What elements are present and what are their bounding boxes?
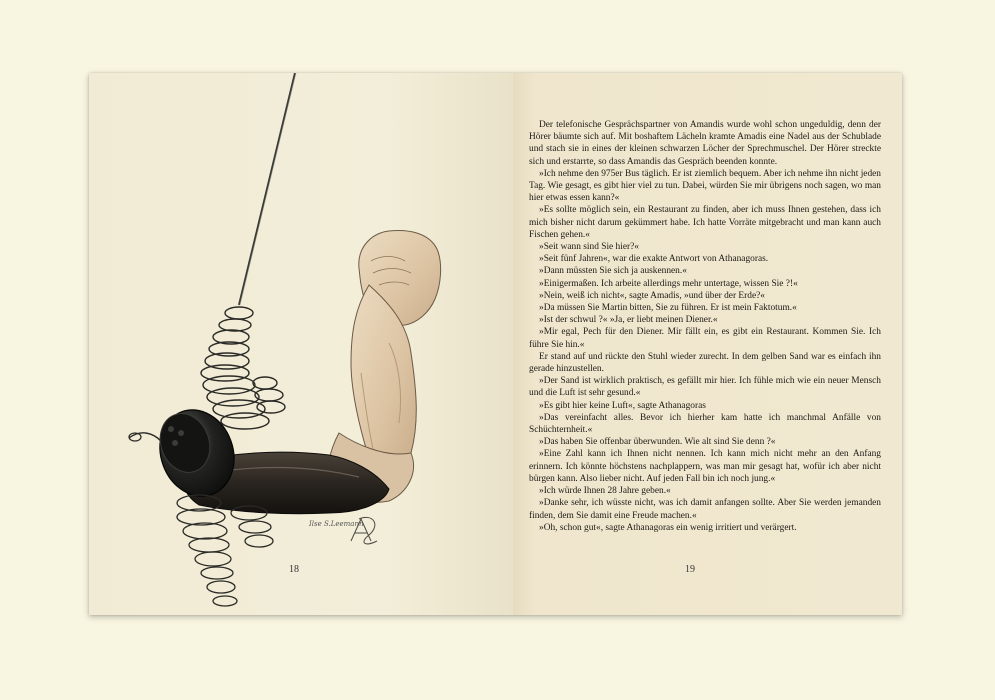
paragraph: »Ist der schwul ?« »Ja, er liebt meinen Diener.« (539, 315, 718, 326)
paragraph: »Es gibt hier keine Luft«, sagte Athanagoras (539, 400, 706, 411)
paragraph: »Eine Zahl kann ich Ihnen nicht nennen. Ich kann mich nicht mehr an den Anfang erinnern. Ich könnte höchstens nachplappern, was man mir gesagt hat, wofür ich aber nicht bürgen kann. Also lieber nicht. Auf jeden Fall bin ich noch jung.« (529, 449, 881, 484)
paragraph: »Danke sehr, ich wüsste nicht, was ich damit anfangen sollte. Aber Sie werden jemanden finden, dem Sie damit eine Freude machen.« (529, 498, 881, 521)
story-text (529, 119, 881, 534)
paragraph: »Das haben Sie offenbar überwunden. Wie alt sind Sie denn ?« (539, 437, 776, 448)
paragraph: »Seit fünf Jahren«, war die exakte Antwort von Athanagoras. (539, 254, 769, 265)
paragraph: »Seit wann sind Sie hier?« (539, 242, 639, 253)
paragraph: »Das vereinfacht alles. Bevor ich hierher kam hatte ich manchmal Anfälle von Schüchternheit.« (529, 412, 881, 436)
right-page (513, 73, 902, 615)
arm-telephone-illustration (89, 73, 513, 615)
needle (239, 73, 295, 305)
paragraph: »Ich nehme den 975er Bus täglich. Er ist ziemlich bequem. Aber ich nehme ihn nicht jeden Tag. Wie gesagt, es gibt hier viel zu tun. Dabei, würden Sie mir übrigens noch sagen, wo man hier etwas essen kann?« (529, 168, 881, 204)
paragraph: Der telefonische Gesprächspartner von Amandis wurde wohl schon ungeduldig, denn der Hörer bäumte sich auf. Mit boshaftem Lächeln kramte Amadis eine Nadel aus der Schublade und stach sie in eines der kleinen schwarzen Löcher der Sprechmuschel. Der Hörer streckte sich und erstarrte, so dass Amandis das Gespräch beenden konnte. (529, 120, 881, 167)
paragraph: »Mir egal, Pech für den Diener. Mir fällt ein, es gibt ein Restaurant. Kommen Sie. Ich führe Sie hin.« (529, 327, 881, 350)
paragraph: »Oh, schon gut«, sagte Athanagoras ein wenig irritiert und verärgert. (539, 522, 797, 533)
page-number-left: 18 (289, 564, 299, 575)
paragraph: »Dann müssten Sie sich ja auskennen.« (539, 266, 687, 277)
coiled-cord (201, 307, 285, 429)
paragraph: »Da müssen Sie Martin bitten, Sie zu führen. Er ist mein Faktotum.« (539, 303, 797, 314)
left-page (89, 73, 513, 615)
artist-signature: Ilse S.Leemann (309, 520, 364, 528)
book-spread (89, 73, 902, 615)
paragraph: »Einigermaßen. Ich arbeite allerdings mehr untertage, wissen Sie ?!« (539, 278, 798, 289)
paragraph: »Es sollte möglich sein, ein Restaurant zu finden, aber ich muss Ihnen gestehen, dass ich mich bisher nicht darum gekümmert habe. Ich hatte Vorräte mitgebracht und man kann auch Fischen gehen.« (529, 205, 881, 240)
paragraph: »Nein, weiß ich nicht«, sagte Amadis, »und über der Erde?« (539, 290, 765, 301)
page-number-right: 19 (685, 564, 695, 575)
paragraph: Er stand auf und rückte den Stuhl wieder zurecht. In dem gelben Sand war es einfach ihn gerade hinzustellen. (529, 351, 881, 375)
paragraph: »Der Sand ist wirklich praktisch, es gefällt mir hier. Ich fühle mich wie ein neuer Mensch und die Luft ist sehr gesund.« (529, 376, 881, 399)
paragraph: »Ich würde Ihnen 28 Jahre geben.« (539, 486, 671, 497)
